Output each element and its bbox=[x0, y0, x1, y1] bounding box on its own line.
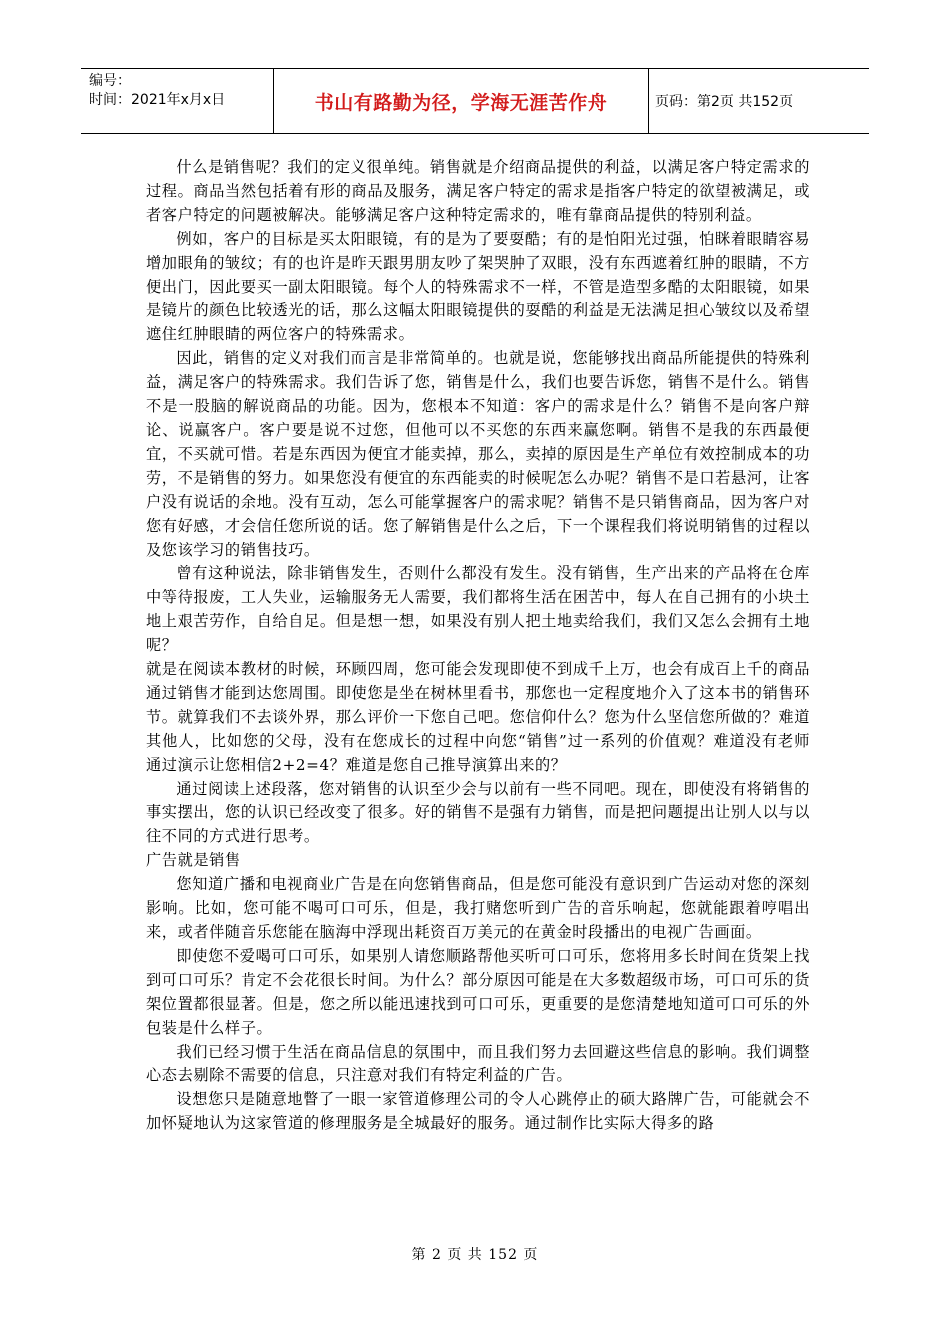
document-number-label: 编号： bbox=[89, 73, 131, 89]
paragraph: 我们已经习惯于生活在商品信息的氛围中，而且我们努力去回避这些信息的影响。我们调整心态去剔除不需要的信息，只注意对我们有特定利益的广告。 bbox=[146, 1042, 810, 1085]
paragraph: 您知道广播和电视商业广告是在向您销售商品，但是您可能没有意识到广告运动对您的深刻影响。比如，您可能不喝可口可乐，但是，我打赌您听到广告的音乐响起，您就能跟着哼唱出来，或者伴随音乐您能在脑海中浮现出耗资百万美元的在黄金时段播出的电视广告画面。 bbox=[146, 875, 810, 941]
header-motto: 书山有路勤为径，学海无涯苦作舟 bbox=[274, 69, 649, 133]
document-body bbox=[146, 156, 810, 1136]
header-page-info: 页码：第2页 共152页 bbox=[655, 94, 794, 110]
paragraph: 例如，客户的目标是买太阳眼镜，有的是为了要耍酷；有的是怕阳光过强，怕眯着眼睛容易增加眼角的皱纹；有的也许是昨天跟男朋友吵了架哭肿了双眼，没有东西遮着红肿的眼睛，不方便出门，因此要买一副太阳眼镜。每个人的特殊需求不一样，不管是造型多酷的太阳眼镜，如果是镜片的颜色比较透光的话，那么这幅太阳眼镜提供的耍酷的利益是无法满足担心皱纹以及希望遮住红肿眼睛的两位客户的特殊需求。 bbox=[146, 229, 810, 344]
paragraph: 通过阅读上述段落，您对销售的认识至少会与以前有一些不同吧。现在，即使没有将销售的事实摆出，您的认识已经改变了很多。好的销售不是强有力销售，而是把问题提出让别人以与以往不同的方式进行思考。 bbox=[146, 779, 810, 846]
paragraph: 曾有这种说法，除非销售发生，否则什么都没有发生。没有销售，生产出来的产品将在仓库中等待报废，工人失业，运输服务无人需要，我们都将生活在困苦中，每人在自己拥有的小块土地上艰苦劳作，自给自足。但是想一想，如果没有别人把土地卖给我们，我们又怎么会拥有土地呢？ bbox=[146, 564, 810, 655]
section-heading: 广告就是销售 bbox=[146, 851, 241, 870]
page-header bbox=[81, 68, 869, 134]
header-meta bbox=[81, 69, 274, 133]
paragraph: 设想您只是随意地瞥了一眼一家管道修理公司的令人心跳停止的硕大路牌广告，可能就会不加怀疑地认为这家管道的修理服务是全城最好的服务。通过制作比实际大得多的路 bbox=[146, 1090, 810, 1133]
document-date: 时间：2021年x月x日 bbox=[89, 92, 226, 108]
paragraph: 即使您不爱喝可口可乐，如果别人请您顺路帮他买听可口可乐，您将用多长时间在货架上找到可口可乐？肯定不会花很长时间。为什么？部分原因可能是在大多数超级市场，可口可乐的货架位置都很显著。但是，您之所以能迅速找到可口可乐，更重要的是您清楚地知道可口可乐的外包装是什么样子。 bbox=[146, 946, 810, 1037]
paragraph: 就是在阅读本教材的时候，环顾四周，您可能会发现即使不到成千上万，也会有成百上千的商品通过销售才能到达您周围。即使您是坐在树林里看书，那您也一定程度地介入了这本书的销售环节。就算我们不去谈外界，那么评价一下您自己吧。您信仰什么？您为什么坚信您所做的？难道其他人，比如您的父母，没有在您成长的过程中向您“销售”过一系列的价值观？难道没有老师通过演示让您相信2+2=4？难道是您自己推导演算出来的？ bbox=[146, 660, 810, 774]
page-footer: 第 2 页 共 152 页 bbox=[411, 1247, 539, 1263]
paragraph: 因此，销售的定义对我们而言是非常简单的。也就是说，您能够找出商品所能提供的特殊利益，满足客户的特殊需求。我们告诉了您，销售是什么，我们也要告诉您，销售不是什么。销售不是一股脑的解说商品的功能。因为，您根本不知道：客户的需求是什么？销售不是向客户辩论、说赢客户。客户要是说不过您，但他可以不买您的东西来赢您啊。销售不是我的东西最便宜，不买就可惜。若是东西因为便宜才能卖掉，那么，卖掉的原因是生产单位有效控制成本的功劳，不是销售的努力。如果您没有便宜的东西能卖的时候呢怎么办呢？销售不是口若悬河，让客户没有说话的余地。没有互动，怎么可能掌握客户的需求呢？销售不是只销售商品，因为客户对您有好感，才会信任您所说的话。您了解销售是什么之后，下一个课程我们将说明销售的过程以及您该学习的销售技巧。 bbox=[146, 349, 810, 559]
paragraph: 什么是销售呢？我们的定义很单纯。销售就是介绍商品提供的利益，以满足客户特定需求的过程。商品当然包括着有形的商品及服务，满足客户特定的需求是指客户特定的欲望被满足，或者客户特定的问题被解决。能够满足客户这种特定需求的，唯有靠商品提供的特别利益。 bbox=[146, 158, 810, 224]
